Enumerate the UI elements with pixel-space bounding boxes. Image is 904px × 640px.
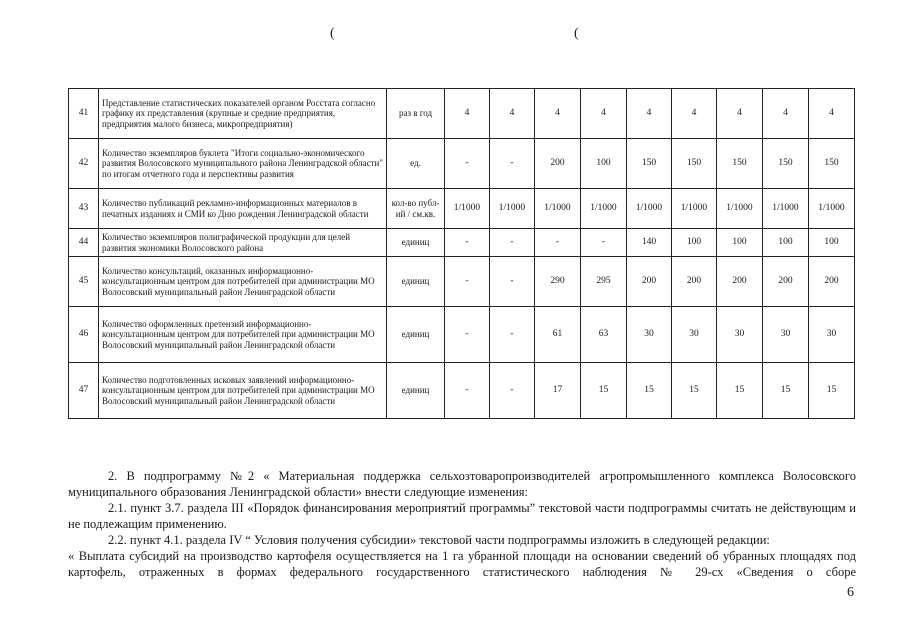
value-cell: 61 bbox=[535, 307, 581, 363]
indicator-description-cell: Количество экземпляров полиграфической продукции для целей развития экономики Волосовского района bbox=[99, 229, 387, 257]
unit-cell: кол-во публ-ий / см.кв. bbox=[387, 189, 445, 229]
row-number-cell: 43 bbox=[69, 189, 99, 229]
value-cell: 63 bbox=[581, 307, 627, 363]
value-cell: 150 bbox=[627, 139, 672, 189]
value-cell: 4 bbox=[809, 89, 855, 139]
unit-cell: раз в год bbox=[387, 89, 445, 139]
value-cell: 150 bbox=[717, 139, 763, 189]
value-cell: 4 bbox=[627, 89, 672, 139]
value-cell: - bbox=[445, 257, 490, 307]
value-cell: 1/1000 bbox=[717, 189, 763, 229]
table-row bbox=[69, 307, 855, 363]
indicator-description-cell: Количество оформленных претензий информационно-консультационным центром для потребителей при администрации МО Волосовский муниципальный район Ленинградской области bbox=[99, 307, 387, 363]
value-cell: - bbox=[445, 139, 490, 189]
paragraph-2: 2.1. пункт 3.7. раздела III «Порядок финансирования мероприятий программы” текстовой части подпрограммы считать не действующим и не подлежащим применению. bbox=[68, 501, 856, 531]
header-right-paren: ( bbox=[574, 26, 579, 41]
paragraph-1: 2. В подпрограмму №2 « Материальная поддержка сельхозтоваропроизводителей агропромышленного комплекса Волосовского муниципального образования Ленинградской области» внести следующие изменения: bbox=[68, 469, 856, 499]
value-cell: 150 bbox=[809, 139, 855, 189]
table-row bbox=[69, 229, 855, 257]
row-number-cell: 45 bbox=[69, 257, 99, 307]
value-cell: 4 bbox=[717, 89, 763, 139]
value-cell: 30 bbox=[672, 307, 717, 363]
value-cell: 4 bbox=[763, 89, 809, 139]
value-cell: - bbox=[490, 139, 535, 189]
row-number-cell: 47 bbox=[69, 363, 99, 419]
table-row bbox=[69, 257, 855, 307]
value-cell: 1/1000 bbox=[763, 189, 809, 229]
value-cell: 100 bbox=[672, 229, 717, 257]
value-cell: - bbox=[581, 229, 627, 257]
value-cell: 100 bbox=[717, 229, 763, 257]
value-cell: 1/1000 bbox=[490, 189, 535, 229]
value-cell: 1/1000 bbox=[627, 189, 672, 229]
value-cell: 4 bbox=[490, 89, 535, 139]
row-number-cell: 46 bbox=[69, 307, 99, 363]
value-cell: 200 bbox=[763, 257, 809, 307]
value-cell: 15 bbox=[717, 363, 763, 419]
value-cell: 290 bbox=[535, 257, 581, 307]
value-cell: 200 bbox=[717, 257, 763, 307]
value-cell: 15 bbox=[672, 363, 717, 419]
value-cell: 17 bbox=[535, 363, 581, 419]
value-cell: 100 bbox=[581, 139, 627, 189]
value-cell: 295 bbox=[581, 257, 627, 307]
row-number-cell: 44 bbox=[69, 229, 99, 257]
indicator-description-cell: Количество экземпляров буклета "Итоги социально-экономического развития Волосовского муниципального района Ленинградской области" по итогам отчетного года и перспективы развития bbox=[99, 139, 387, 189]
value-cell: 200 bbox=[809, 257, 855, 307]
value-cell: 15 bbox=[763, 363, 809, 419]
value-cell: 4 bbox=[581, 89, 627, 139]
paragraph-3: 2.2. пункт 4.1. раздела IV “ Условия получения субсидии» текстовой части подпрограммы изложить в следующей редакции: bbox=[108, 533, 770, 547]
value-cell: 4 bbox=[535, 89, 581, 139]
value-cell: 4 bbox=[672, 89, 717, 139]
value-cell: 200 bbox=[535, 139, 581, 189]
value-cell: 100 bbox=[763, 229, 809, 257]
unit-cell: единиц bbox=[387, 257, 445, 307]
indicator-description-cell: Количество подготовленных исковых заявлений информационно-консультационным центром для потребителей при администрации МО Волосовский муниципальный район Ленинградской области bbox=[99, 363, 387, 419]
table-row bbox=[69, 139, 855, 189]
value-cell: 1/1000 bbox=[672, 189, 717, 229]
value-cell: 15 bbox=[627, 363, 672, 419]
value-cell: 30 bbox=[763, 307, 809, 363]
indicators-table bbox=[68, 88, 855, 419]
unit-cell: ед. bbox=[387, 139, 445, 189]
indicator-description-cell: Количество публикаций рекламно-информационных материалов в печатных изданиях и СМИ ко Дню рождения Ленинградской области bbox=[99, 189, 387, 229]
indicator-description-cell: Количество консультаций, оказанных информационно-консультационным центром для потребителей при администрации МО Волосовский муниципальный район Ленинградской области bbox=[99, 257, 387, 307]
indicator-description-cell: Представление статистических показателей органом Росстата согласно графику их представления (крупные и средние предприятия, предприятия малого бизнеса, микропредприятия) bbox=[99, 89, 387, 139]
value-cell: 150 bbox=[672, 139, 717, 189]
value-cell: 1/1000 bbox=[809, 189, 855, 229]
unit-cell: единиц bbox=[387, 229, 445, 257]
value-cell: 1/1000 bbox=[445, 189, 490, 229]
value-cell: - bbox=[445, 229, 490, 257]
value-cell: - bbox=[490, 257, 535, 307]
document-body bbox=[68, 468, 856, 580]
unit-cell: единиц bbox=[387, 363, 445, 419]
value-cell: 30 bbox=[717, 307, 763, 363]
unit-cell: единиц bbox=[387, 307, 445, 363]
value-cell: 1/1000 bbox=[535, 189, 581, 229]
value-cell: 15 bbox=[581, 363, 627, 419]
value-cell: - bbox=[490, 307, 535, 363]
table-row bbox=[69, 363, 855, 419]
value-cell: 200 bbox=[672, 257, 717, 307]
row-number-cell: 42 bbox=[69, 139, 99, 189]
value-cell: - bbox=[445, 363, 490, 419]
page-number: 6 bbox=[847, 585, 854, 600]
value-cell: 4 bbox=[445, 89, 490, 139]
value-cell: - bbox=[445, 307, 490, 363]
value-cell: - bbox=[490, 229, 535, 257]
value-cell: 15 bbox=[809, 363, 855, 419]
header-left-paren: ( bbox=[330, 26, 335, 41]
value-cell: - bbox=[490, 363, 535, 419]
value-cell: 140 bbox=[627, 229, 672, 257]
table-row bbox=[69, 189, 855, 229]
value-cell: 30 bbox=[809, 307, 855, 363]
table-row bbox=[69, 89, 855, 139]
value-cell: 100 bbox=[809, 229, 855, 257]
row-number-cell: 41 bbox=[69, 89, 99, 139]
value-cell: - bbox=[535, 229, 581, 257]
value-cell: 30 bbox=[627, 307, 672, 363]
value-cell: 150 bbox=[763, 139, 809, 189]
value-cell: 200 bbox=[627, 257, 672, 307]
value-cell: 1/1000 bbox=[581, 189, 627, 229]
paragraph-4: « Выплата субсидий на производство картофеля осуществляется на 1 га убранной площади на основании сведений об убранных площадях под картофель, отраженных в формах федерального государственного статистического наблюдения № 29-сх «Сведения о сборе bbox=[68, 549, 856, 579]
